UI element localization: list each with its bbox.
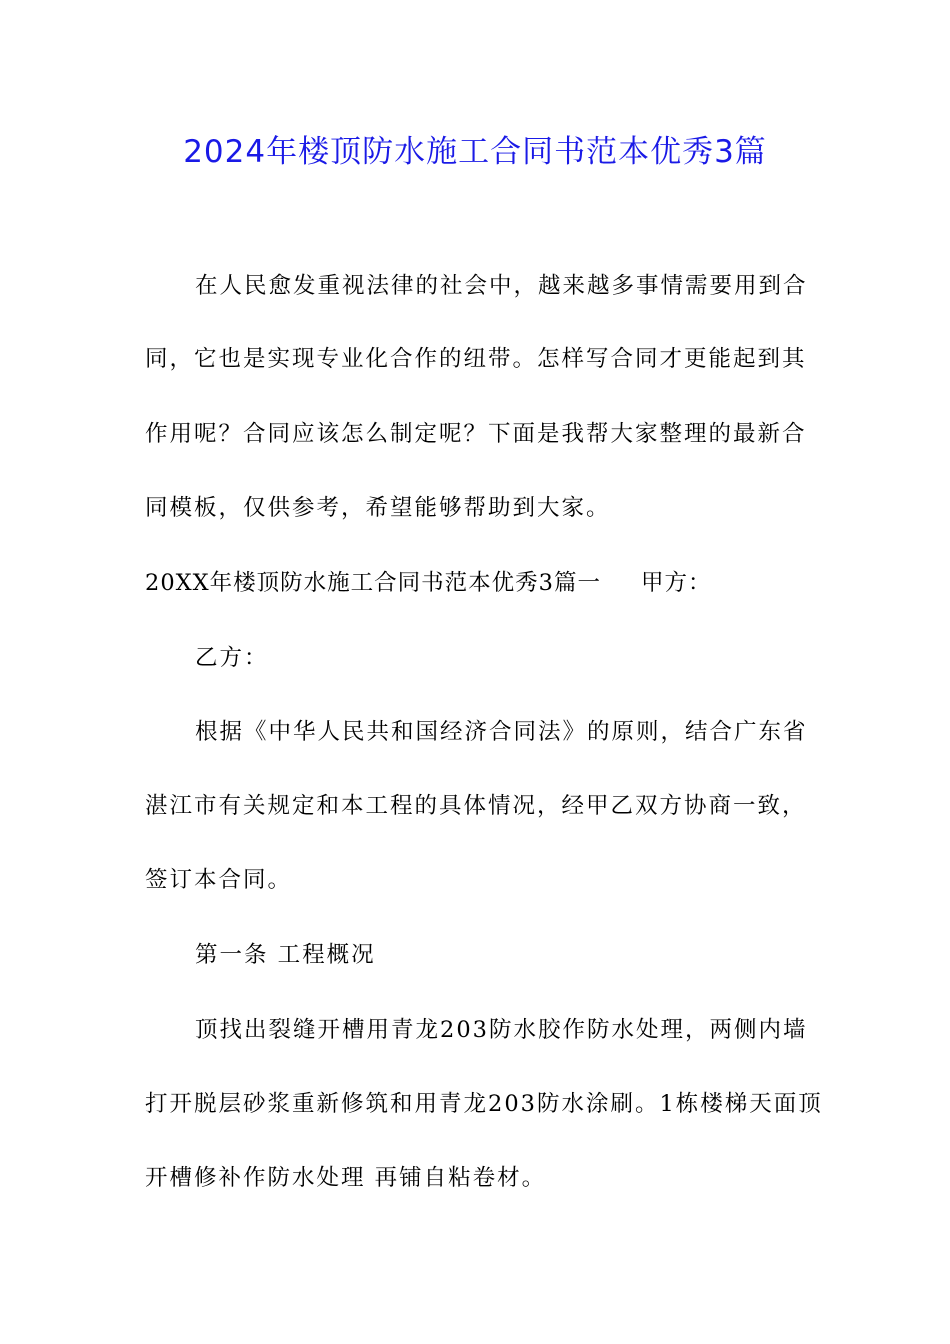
basis-line-3: 签订本合同。 bbox=[145, 867, 293, 893]
basis-line-2: 湛江市有关规定和本工程的具体情况，经甲乙双方协商一致， bbox=[145, 793, 807, 819]
document-title: 2024年楼顶防水施工合同书范本优秀3篇 bbox=[183, 134, 767, 170]
intro-line-2: 同，它也是实现专业化合作的纽带。怎样写合同才更能起到其 bbox=[145, 346, 807, 372]
intro-line-4: 同模板，仅供参考，希望能够帮助到大家。 bbox=[145, 495, 611, 521]
article-1-line-3: 开槽修补作防水处理 再铺自粘卷材。 bbox=[145, 1165, 547, 1191]
basis-line-1: 根据《中华人民共和国经济合同法》的原则，结合广东省 bbox=[195, 719, 808, 745]
section-heading: 20XX年楼顶防水施工合同书范本优秀3篇一 bbox=[145, 570, 601, 596]
article-1-line-1: 顶找出裂缝开槽用青龙203防水胶作防水处理，两侧内墙 bbox=[195, 1017, 808, 1043]
party-a-label: 甲方： bbox=[640, 570, 712, 596]
intro-line-1: 在人民愈发重视法律的社会中，越来越多事情需要用到合 bbox=[195, 273, 808, 299]
section-heading-line bbox=[145, 565, 810, 601]
intro-line-3: 作用呢？合同应该怎么制定呢？下面是我帮大家整理的最新合 bbox=[145, 421, 807, 447]
article-1-title: 第一条 工程概况 bbox=[195, 942, 376, 968]
party-b-label: 乙方： bbox=[195, 645, 269, 671]
article-1-line-2: 打开脱层砂浆重新修筑和用青龙203防水涂刷。1栋楼梯天面顶 bbox=[145, 1091, 823, 1117]
